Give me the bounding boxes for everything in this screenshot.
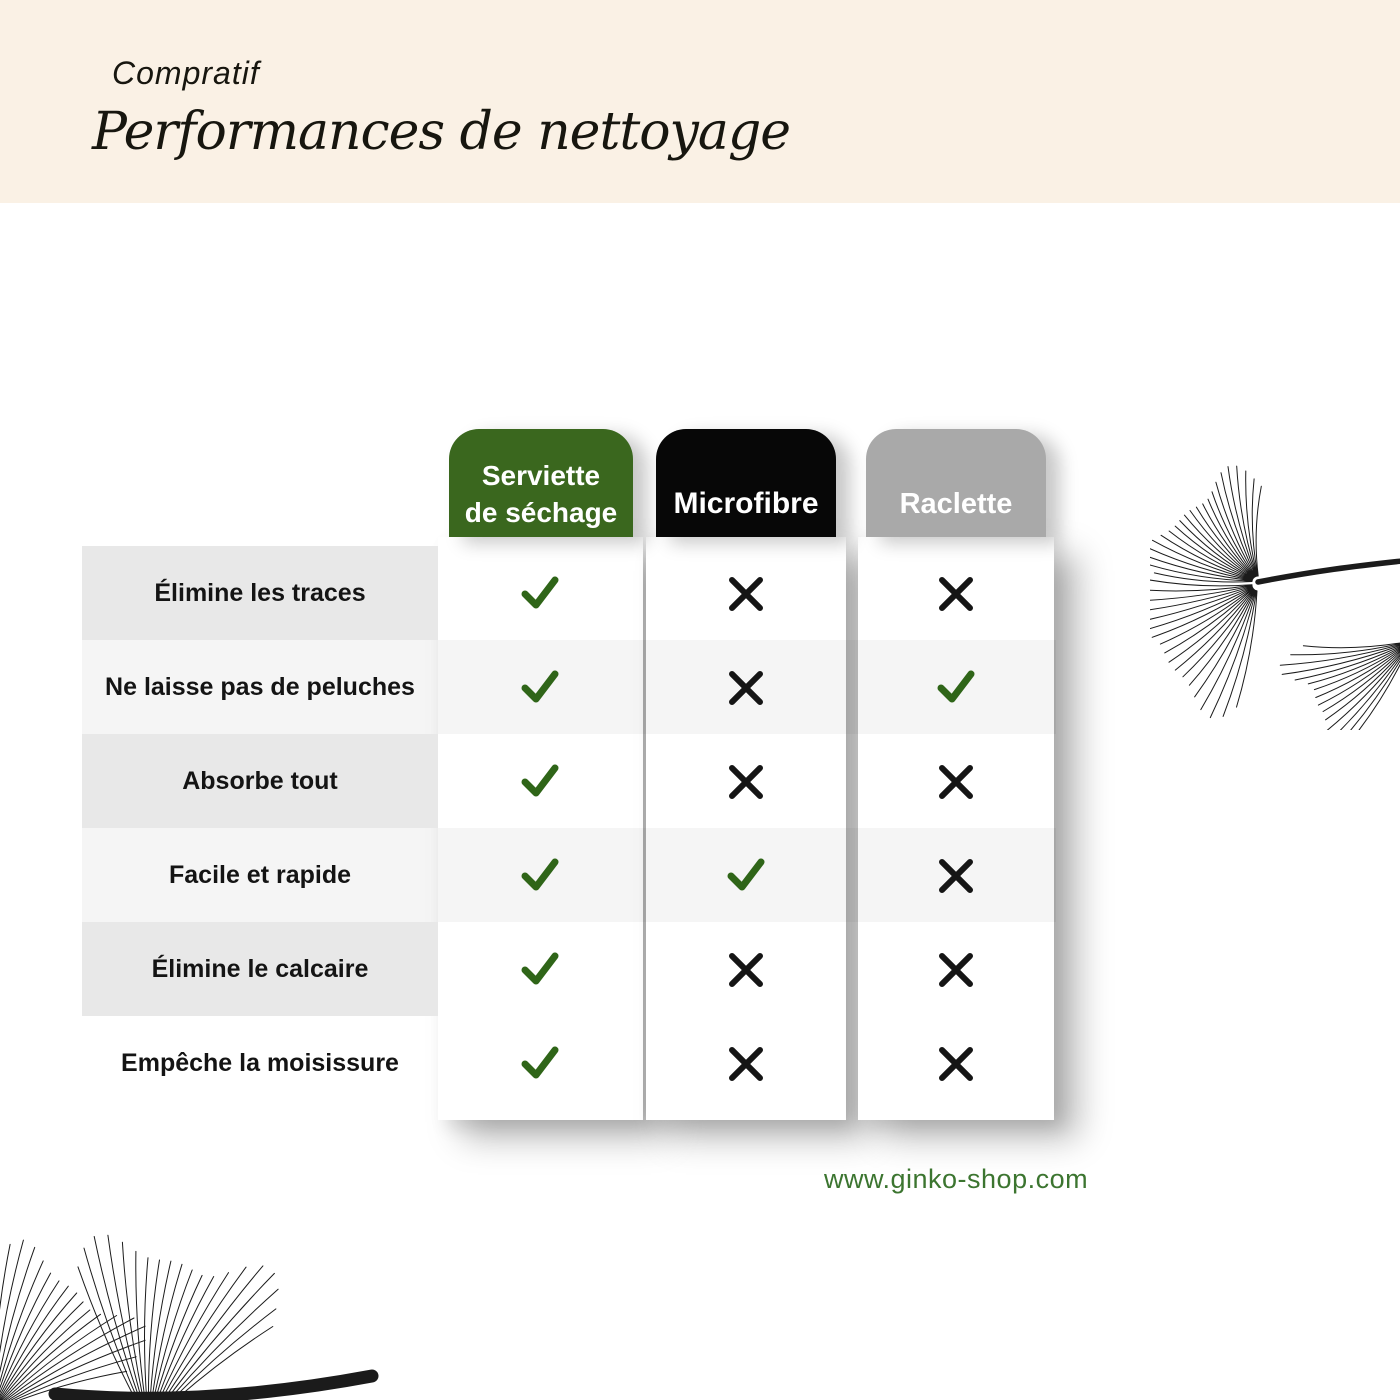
- cross-icon: [936, 949, 976, 989]
- ginkgo-leaf-decoration-right: [1150, 430, 1400, 730]
- column-header-label: Raclette: [899, 488, 1013, 520]
- column-header-label-line1: Serviette: [481, 460, 601, 491]
- column-header-label: Microfibre: [673, 487, 819, 520]
- check-icon: [520, 855, 560, 895]
- page-title: Performances de nettoyage: [92, 102, 790, 162]
- ginkgo-leaf-decoration-bottom-left: [0, 1222, 380, 1400]
- check-icon: [726, 855, 766, 895]
- column-header-microfibre: [656, 429, 836, 537]
- cross-icon: [936, 573, 976, 613]
- cross-icon: [936, 855, 976, 895]
- header-kicker: Compratif: [112, 55, 260, 91]
- check-icon: [520, 761, 560, 801]
- cross-icon: [726, 667, 766, 707]
- cross-icon: [936, 761, 976, 801]
- row-label: Élimine les traces: [154, 578, 366, 607]
- cross-icon: [726, 761, 766, 801]
- row-label: Absorbe tout: [182, 766, 338, 795]
- row-label: Empêche la moisissure: [121, 1048, 399, 1077]
- check-icon: [520, 573, 560, 613]
- check-icon: [520, 667, 560, 707]
- cross-icon: [726, 1043, 766, 1083]
- row-label: Facile et rapide: [168, 860, 352, 889]
- check-icon: [936, 667, 976, 707]
- cross-icon: [936, 1043, 976, 1083]
- column-header-serviette-de-sechage: [449, 429, 633, 537]
- row-label: Ne laisse pas de peluches: [105, 672, 415, 701]
- check-icon: [520, 1043, 560, 1083]
- website-url: www.ginko-shop.com: [824, 1164, 1089, 1194]
- check-icon: [520, 949, 560, 989]
- column-header-label-line2: de séchage: [464, 497, 618, 528]
- cross-icon: [726, 949, 766, 989]
- cross-icon: [726, 573, 766, 613]
- row-label: Élimine le calcaire: [151, 954, 369, 983]
- column-header-raclette: [866, 429, 1046, 537]
